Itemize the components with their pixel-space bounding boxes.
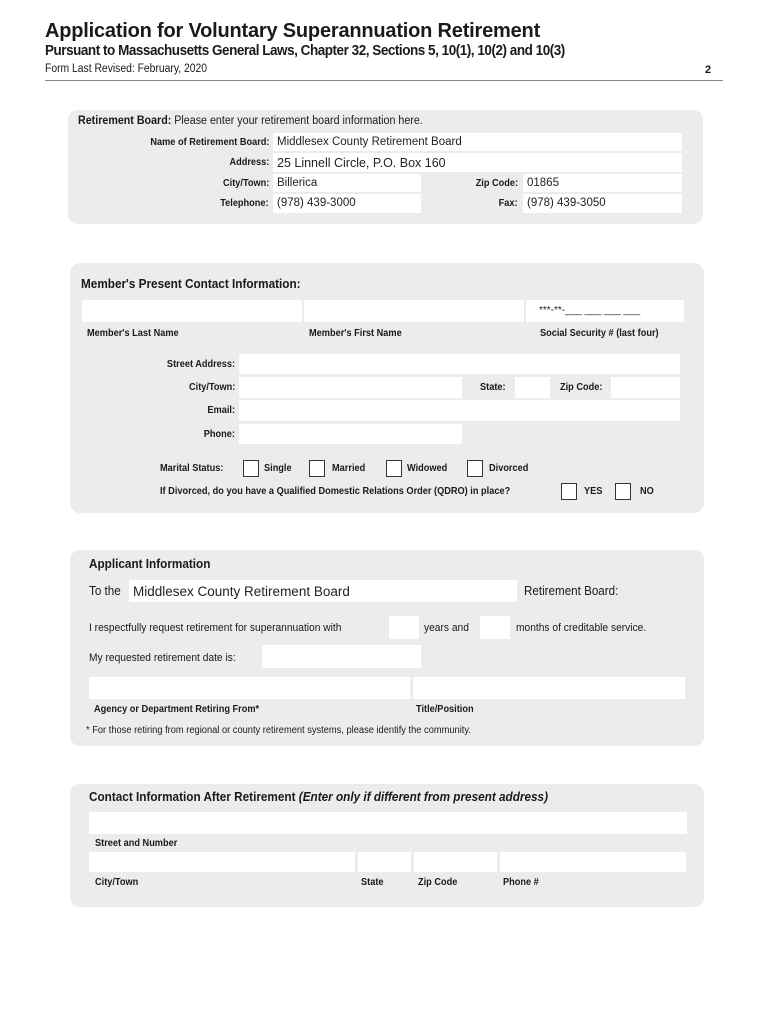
member-first-name-field[interactable] (304, 300, 524, 322)
member-state-label: State: (480, 382, 506, 393)
applicant-agency-field[interactable] (89, 677, 410, 699)
qdro-no-label: NO (640, 486, 654, 497)
board-fax-field[interactable]: (978) 439-3050 (523, 194, 682, 213)
after-heading-text: Contact Information After Retirement (89, 790, 296, 804)
member-last-name-label: Member's Last Name (87, 328, 179, 339)
member-phone-label: Phone: (203, 429, 235, 440)
applicant-date-field[interactable] (262, 645, 421, 668)
board-city-field[interactable]: Billerica (273, 174, 421, 192)
member-city-label: City/Town: (188, 382, 235, 393)
after-phone-field[interactable] (500, 852, 686, 872)
applicant-board-field[interactable]: Middlesex County Retirement Board (129, 580, 517, 602)
marital-single-label: Single (264, 463, 292, 474)
member-state-field[interactable] (515, 377, 550, 398)
marital-married-checkbox[interactable] (309, 460, 325, 477)
member-zip-field[interactable] (611, 377, 680, 398)
board-address-label: Address: (229, 157, 269, 168)
after-zip-field[interactable] (414, 852, 497, 872)
applicant-agency-label: Agency or Department Retiring From* (94, 704, 260, 715)
after-street-label: Street and Number (95, 838, 178, 849)
member-last-name-field[interactable] (82, 300, 302, 322)
form-title: Application for Voluntary Superannuation Retirement (45, 20, 541, 42)
header-divider (45, 80, 723, 81)
qdro-yes-label: YES (584, 486, 603, 497)
board-name-field[interactable]: Middlesex County Retirement Board (273, 133, 682, 151)
board-heading: Retirement Board: (78, 115, 172, 127)
after-heading (89, 790, 548, 804)
member-phone-field[interactable] (239, 424, 462, 444)
marital-divorced-label: Divorced (489, 463, 529, 474)
applicant-years-text: years and (424, 622, 469, 634)
applicant-months-field[interactable] (480, 616, 510, 639)
after-heading-note: (Enter only if different from present address) (298, 790, 548, 804)
after-state-label: State (361, 877, 384, 888)
marital-divorced-checkbox[interactable] (467, 460, 483, 477)
applicant-request-text: I respectfully request retirement for superannuation with (89, 622, 342, 634)
marital-widowed-label: Widowed (407, 463, 448, 474)
member-email-field[interactable] (239, 400, 680, 421)
member-zip-label: Zip Code: (560, 382, 603, 393)
member-street-field[interactable] (239, 354, 680, 374)
board-instruction-line (78, 115, 423, 127)
member-city-field[interactable] (239, 377, 462, 398)
board-address-field[interactable]: 25 Linnell Circle, P.O. Box 160 (273, 153, 682, 172)
applicant-board-suffix: Retirement Board: (524, 584, 619, 598)
marital-married-label: Married (332, 463, 366, 474)
marital-status-label: Marital Status: (160, 463, 224, 474)
board-zip-field[interactable]: 01865 (523, 174, 682, 192)
board-zip-label: Zip Code: (475, 178, 518, 189)
after-street-field[interactable] (89, 812, 687, 834)
after-state-field[interactable] (358, 852, 411, 872)
applicant-years-field[interactable] (389, 616, 419, 639)
board-city-label: City/Town: (222, 178, 269, 189)
member-email-label: Email: (207, 405, 235, 416)
applicant-footnote: * For those retiring from regional or county retirement systems, please identify the community. (86, 725, 471, 736)
qdro-no-checkbox[interactable] (615, 483, 631, 500)
member-heading: Member's Present Contact Information: (81, 277, 301, 291)
after-city-label: City/Town (95, 877, 139, 888)
after-phone-label: Phone # (503, 877, 539, 888)
qdro-question: If Divorced, do you have a Qualified Domestic Relations Order (QDRO) in place? (160, 486, 511, 497)
board-instruction: Please enter your retirement board information here. (174, 115, 423, 127)
applicant-title-label: Title/Position (416, 704, 474, 715)
marital-widowed-checkbox[interactable] (386, 460, 402, 477)
member-ssn-label: Social Security # (last four) (540, 328, 659, 339)
marital-single-checkbox[interactable] (243, 460, 259, 477)
applicant-date-label: My requested retirement date is: (89, 652, 236, 664)
board-fax-label: Fax: (499, 198, 518, 209)
applicant-to-the-label: To the (89, 584, 121, 598)
form-subtitle: Pursuant to Massachusetts General Laws, Chapter 32, Sections 5, 10(1), 10(2) and 10(3) (45, 43, 565, 59)
board-telephone-field[interactable]: (978) 439-3000 (273, 194, 421, 213)
member-first-name-label: Member's First Name (309, 328, 402, 339)
page-number: 2 (705, 64, 712, 76)
qdro-yes-checkbox[interactable] (561, 483, 577, 500)
applicant-months-text: months of creditable service. (516, 622, 647, 634)
member-street-label: Street Address: (166, 359, 235, 370)
board-telephone-label: Telephone: (220, 198, 269, 209)
after-city-field[interactable] (89, 852, 355, 872)
after-zip-label: Zip Code (418, 877, 458, 888)
form-revised-date: Form Last Revised: February, 2020 (45, 63, 208, 75)
board-name-label: Name of Retirement Board: (149, 137, 269, 148)
applicant-heading: Applicant Information (89, 557, 211, 571)
member-ssn-field[interactable]: ***-**-___ ___ ___ ___ (526, 300, 684, 322)
applicant-title-field[interactable] (413, 677, 685, 699)
